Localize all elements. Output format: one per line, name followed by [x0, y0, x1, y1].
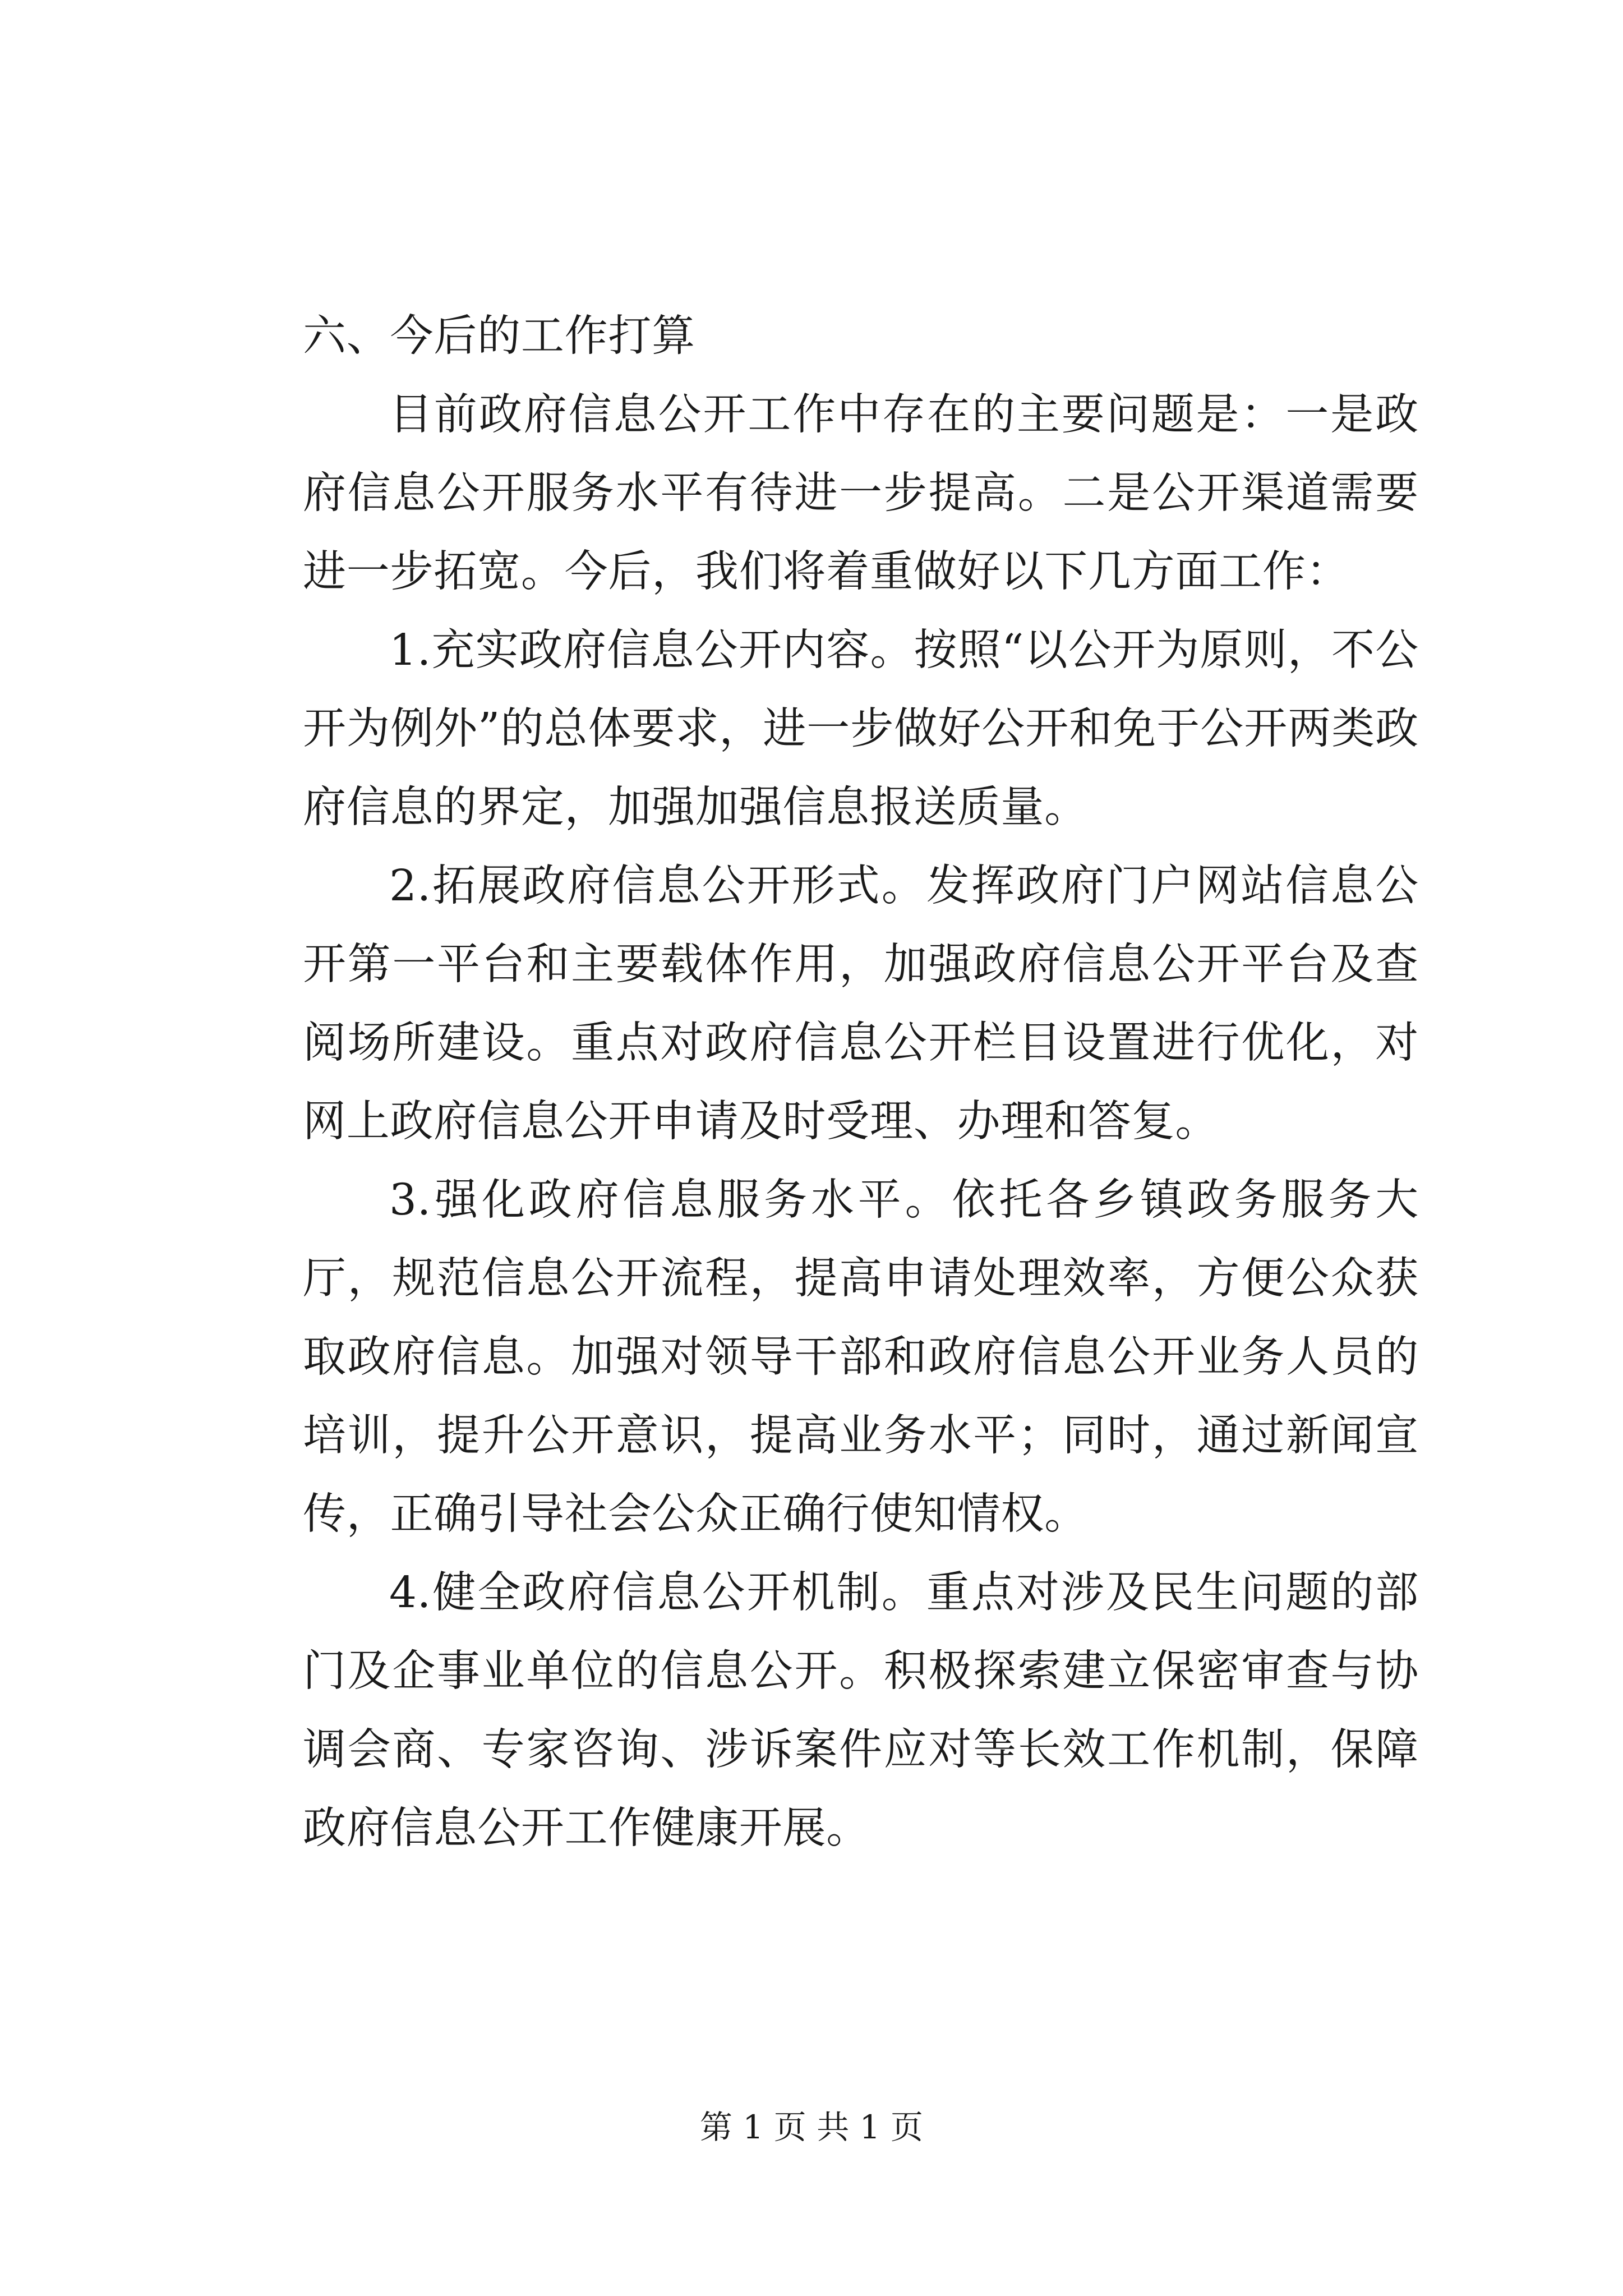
- list-item-2: 2.拓展政府信息公开形式。发挥政府门户网站信息公开第一平台和主要载体作用，加强政府信息公开平台及查阅场所建设。重点对政府信息公开栏目设置进行优化，对网上政府信息公开申请及时受理、办理和答复。: [303, 861, 1419, 1147]
- section-heading: 六、今后的工作打算: [303, 311, 695, 361]
- document-body: [303, 297, 1419, 1868]
- page-footer: 第 1 页 共 1 页: [700, 2108, 923, 2146]
- intro-paragraph: 目前政府信息公开工作中存在的主要问题是：一是政府信息公开服务水平有待进一步提高。二是公开渠道需要进一步拓宽。今后，我们将着重做好以下几方面工作：: [303, 390, 1419, 597]
- list-item-4: 4.健全政府信息公开机制。重点对涉及民生问题的部门及企事业单位的信息公开。积极探索建立保密审查与协调会商、专家咨询、涉诉案件应对等长效工作机制，保障政府信息公开工作健康开展。: [303, 1568, 1419, 1853]
- list-item-3: 3.强化政府信息服务水平。依托各乡镇政务服务大厅，规范信息公开流程，提高申请处理效率，方便公众获取政府信息。加强对领导干部和政府信息公开业务人员的培训，提升公开意识，提高业务水平；同时，通过新闻宣传，正确引导社会公众正确行使知情权。: [303, 1175, 1419, 1539]
- list-item-1: 1.充实政府信息公开内容。按照“以公开为原则，不公开为例外”的总体要求，进一步做好公开和免于公开两类政府信息的界定，加强加强信息报送质量。: [303, 625, 1419, 832]
